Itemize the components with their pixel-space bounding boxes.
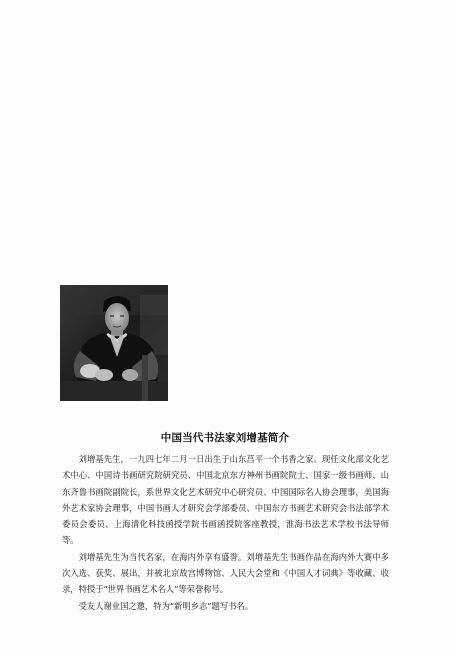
biography-paragraph: 刘增基先生为当代名家，在海内外享有盛誉。刘增基先生书画作品在海内外大赛中多次入选、获奖、展出，并被北京故宫博物馆、人民大会堂和《中国人才词典》等收藏、收录，特授于“世界书画艺术名人”等荣誉称号。 [62,551,389,595]
portrait-photo [60,285,168,401]
biography-paragraph: 受友人谢业国之邀，特为“新明乡志”题写书名。 [78,600,254,611]
biography-paragraph: 刘增基先生，一九四七年二月一日出生于山东莒平一个书香之家。现任文化部文化艺术中心、中国诗书画研究院研究员、中国北京东方神州书画院院士、国家一级书画师、山东齐鲁书画院副院长，系世界文化艺术研究中心研究员、中国国际名人协会理事，美国海外艺术家协会理事，中国书画人才研究会学部委员、中国东方书画艺术研究会书法部学术委员会委员、上海清化科技函授学院书画函授院客座教授，淮海书法艺术学校书法导师等。 [62,454,389,546]
portrait-photo-icon [60,285,168,401]
page-title: 中国当代书法家刘增基简介 [160,432,290,444]
biography-text [62,451,389,614]
